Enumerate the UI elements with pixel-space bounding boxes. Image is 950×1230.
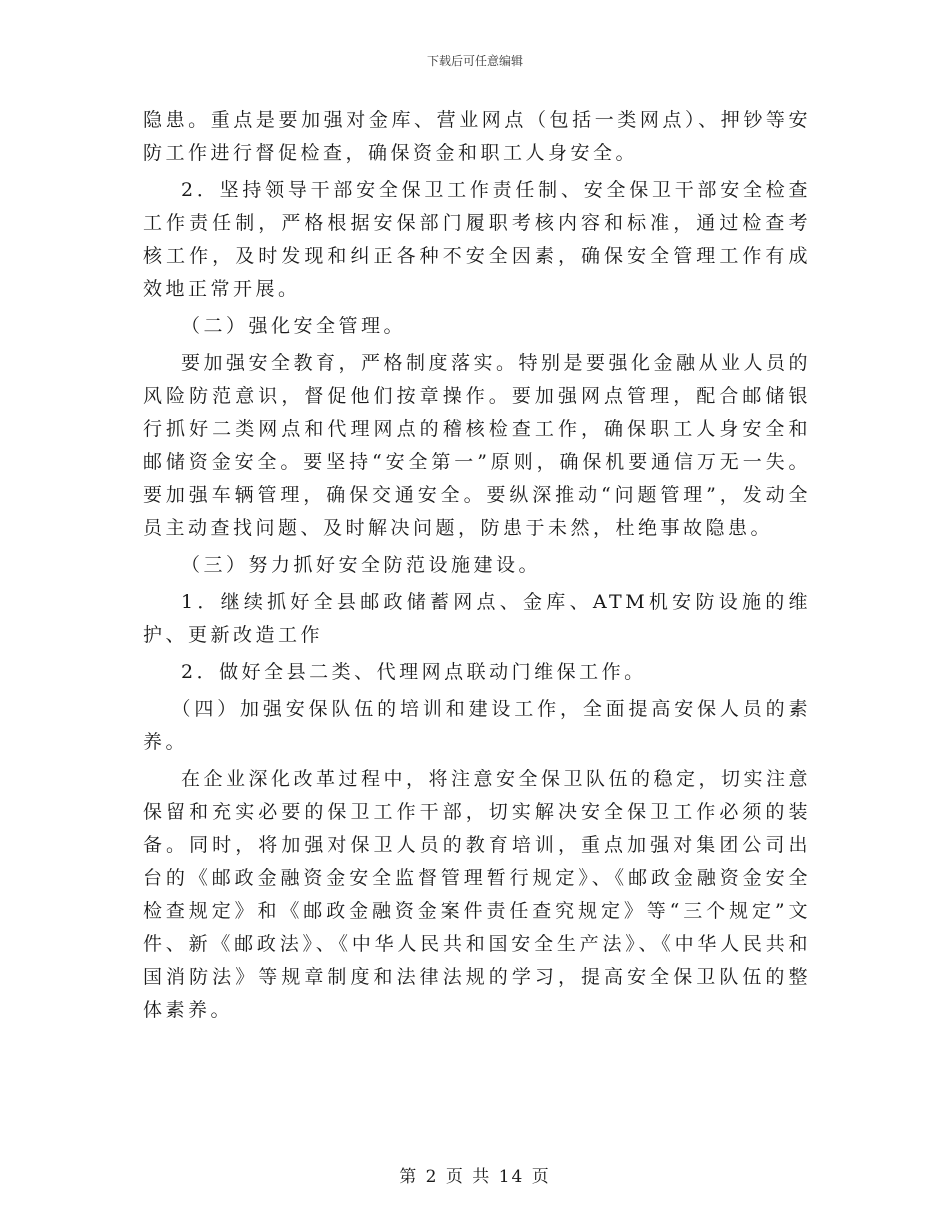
section-heading-2: （二）强化安全管理。	[181, 315, 407, 337]
page-header: 下载后可任意编辑	[426, 54, 523, 68]
paragraph-door-maintenance: 2．做好全县二类、代理网点联动门维保工作。	[181, 661, 647, 683]
paragraph-safety-management: 要加强安全教育，严格制度落实。特别是要强化金融从业人员的风险防范意识，督促他们按章操作。要加强网点管理，配合邮储银行抓好二类网点和代理网点的稽核检查工作，确保职工人身安全和邮储资金安全。要坚持“安全第一”原则，确保机要通信万无一失。要加强车辆管理，确保交通安全。要纵深推动“问题管理”，发动全员主动查找问题、及时解决问题，防患于未然，杜绝事故隐患。	[143, 352, 812, 539]
paragraph-responsibility-system: 2．坚持领导干部安全保卫工作责任制、安全保卫干部安全检查工作责任制，严格根据安保部门履职考核内容和标准，通过检查考核工作，及时发现和纠正各种不安全因素，确保安全管理工作有成效地正常开展。	[143, 179, 811, 300]
document-body	[143, 104, 811, 1031]
section-heading-4: （四）加强安保队伍的培训和建设工作，全面提高安保人员的素养。	[143, 698, 811, 753]
page-number-footer: 第 2 页 共 14 页	[399, 1167, 551, 1187]
paragraph-facility-maintenance: 1．继续抓好全县邮政储蓄网点、金库、ATM机安防设施的维护、更新改造工作	[143, 591, 811, 646]
paragraph-team-training: 在企业深化改革过程中，将注意安全保卫队伍的稳定，切实注意保留和充实必要的保卫工作干部，切实解决安全保卫工作必须的装备。同时，将加强对保卫人员的教育培训，重点加强对集团公司出台的《邮政金融资金安全监督管理暂行规定》、《邮政金融资金安全检查规定》和《邮政金融资金案件责任查究规定》等“三个规定”文件、新《邮政法》、《中华人民共和国安全生产法》、《中华人民共和国消防法》等规章制度和法律法规的学习，提高安全保卫队伍的整体素养。	[143, 768, 812, 1021]
paragraph-continued-hazards: 隐患。重点是要加强对金库、营业网点（包括一类网点）、押钞等安防工作进行督促检查，确保资金和职工人身安全。	[143, 109, 811, 164]
section-heading-3: （三）努力抓好安全防范设施建设。	[181, 554, 542, 576]
